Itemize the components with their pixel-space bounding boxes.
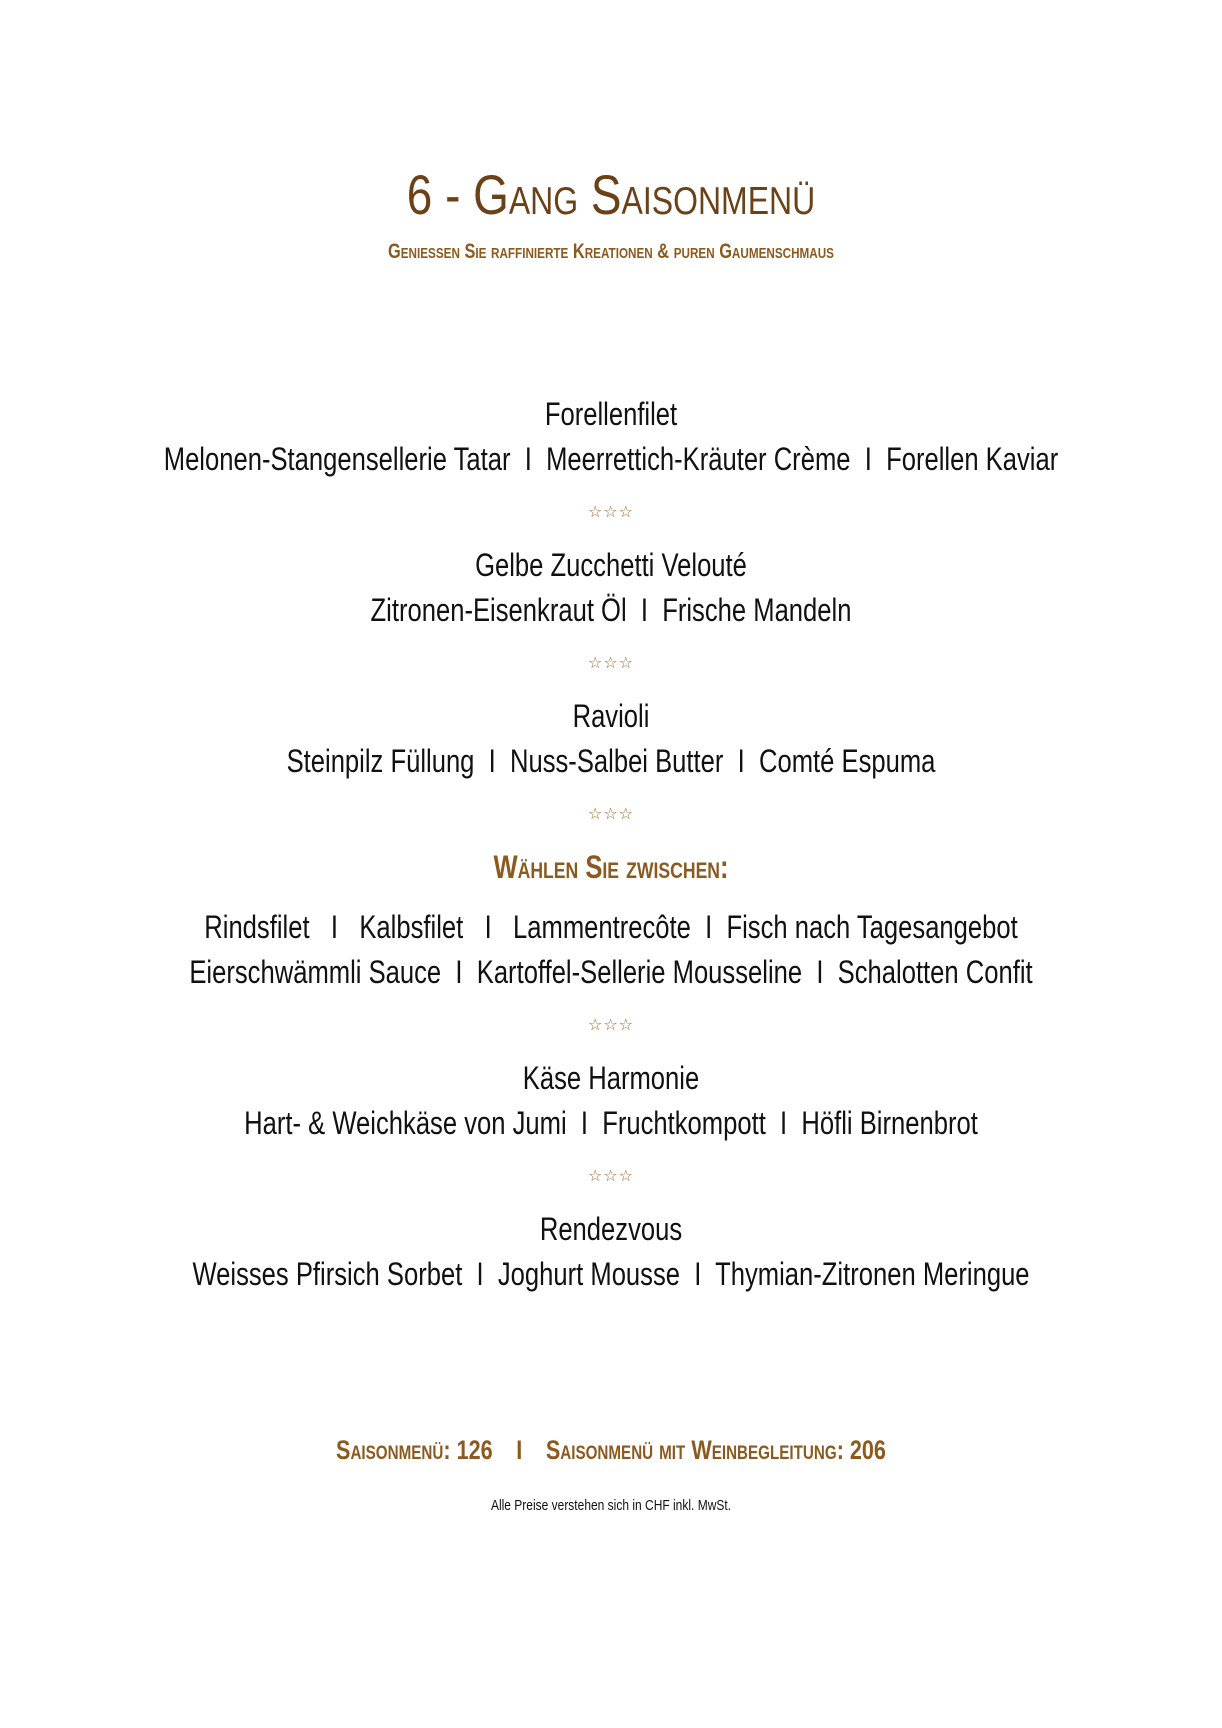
price-line (122, 1432, 1100, 1468)
course-item (0, 392, 1222, 481)
star-divider-icon: ☆☆☆ (587, 655, 635, 672)
star-divider-icon: ☆☆☆ (587, 806, 635, 823)
course-description: Melonen-Stangensellerie Tatar I Meerrettich-Kräuter Crème I Forellen Kaviar (163, 441, 1059, 477)
price-separator: I (516, 1435, 523, 1465)
course-name: Käse Harmonie (522, 1060, 700, 1096)
course-description: Steinpilz Füllung I Nuss-Salbei Butter I Comté Espuma (286, 743, 936, 779)
star-divider-icon: ☆☆☆ (587, 1017, 635, 1034)
price-footnote: Alle Preise verstehen sich in CHF inkl. MwSt. (490, 1497, 732, 1514)
course-name: Rendezvous (539, 1211, 683, 1247)
menu-price-label: Saisonmenü: (336, 1435, 451, 1465)
course-item (0, 694, 1222, 783)
course-list (0, 392, 1222, 1296)
course-item (0, 1207, 1222, 1296)
wine-price-value: 206 (849, 1435, 886, 1465)
page-title: 6 - Gang Saisonmenü (406, 163, 816, 226)
course-name: Ravioli (572, 698, 650, 734)
course-item (0, 1056, 1222, 1145)
course-description: Eierschwämmli Sauce I Kartoffel-Sellerie Mousseline I Schalotten Confit (189, 954, 1033, 990)
choice-heading: Wählen Sie zwischen: (493, 849, 729, 885)
course-name: Gelbe Zucchetti Velouté (475, 547, 747, 583)
course-item (0, 543, 1222, 632)
course-item-choice (0, 845, 1222, 994)
choice-options: Rindsfilet I Kalbsfilet I Lammentrecôte I Fisch nach Tagesangebot (204, 909, 1018, 945)
course-description: Hart- & Weichkäse von Jumi I Fruchtkompott I Höfli Birnenbrot (244, 1105, 978, 1141)
page-subtitle: Geniessen Sie raffinierte Kreationen & puren Gaumenschmaus (388, 240, 834, 263)
course-description: Weisses Pfirsich Sorbet I Joghurt Mousse I Thymian-Zitronen Meringue (192, 1256, 1030, 1292)
course-description: Zitronen-Eisenkraut Öl I Frische Mandeln (370, 592, 852, 628)
course-name: Forellenfilet (544, 396, 678, 432)
wine-price-label: Saisonmenü mit Weinbegleitung: (545, 1435, 844, 1465)
star-divider-icon: ☆☆☆ (587, 504, 635, 521)
star-divider-icon: ☆☆☆ (587, 1168, 635, 1185)
menu-price-value: 126 (456, 1435, 493, 1465)
